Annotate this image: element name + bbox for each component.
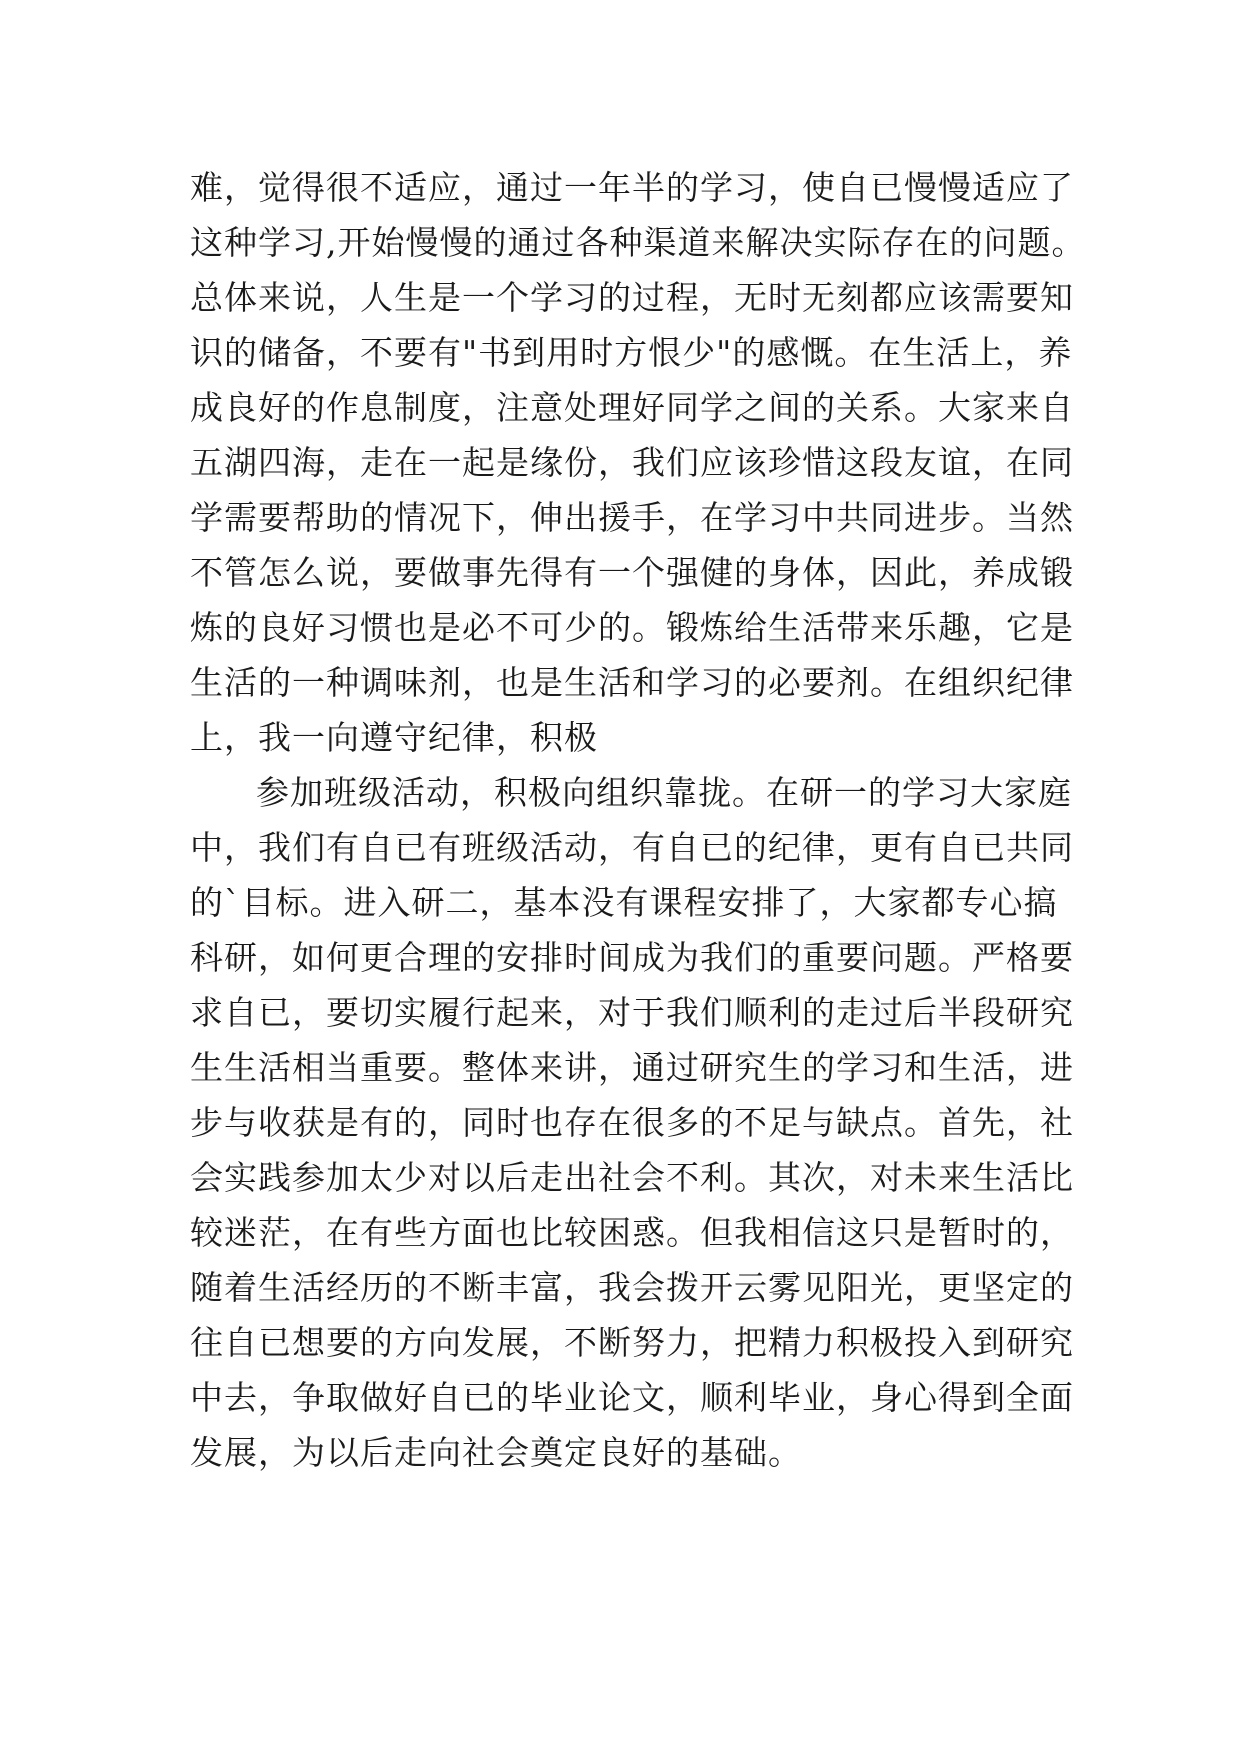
paragraph-start-line: 参加班级活动，积极向组织靠拢。在研一的学习大家庭 <box>256 773 1072 812</box>
text-line: 难，觉得很不适应，通过一年半的学习，使自已慢慢适应了 <box>190 168 1074 207</box>
text-line: 总体来说，人生是一个学习的过程，无时无刻都应该需要知 <box>190 278 1074 317</box>
text-line: 识的储备，不要有"书到用时方恨少"的感慨。在生活上，养 <box>190 333 1073 372</box>
text-line: 生生活相当重要。整体来讲，通过研究生的学习和生活，进 <box>190 1048 1074 1087</box>
text-line: 生活的一种调味剂，也是生活和学习的必要剂。在组织纪律 <box>190 663 1074 702</box>
text-line: 往自已想要的方向发展，不断努力，把精力积极投入到研究 <box>190 1323 1074 1362</box>
text-line: 步与收获是有的，同时也存在很多的不足与缺点。首先，社 <box>190 1103 1074 1142</box>
text-line: 会实践参加太少对以后走出社会不利。其次，对未来生活比 <box>190 1158 1074 1197</box>
body-text <box>190 160 1090 1480</box>
text-line: 成良好的作息制度，注意处理好同学之间的关系。大家来自 <box>190 388 1074 427</box>
text-line: 的`目标。进入研二，基本没有课程安排了，大家都专心搞 <box>190 883 1058 922</box>
text-line: 学需要帮助的情况下，伸出援手，在学习中共同进步。当然 <box>190 498 1074 537</box>
text-line: 求自已，要切实履行起来，对于我们顺利的走过后半段研究 <box>190 993 1074 1032</box>
text-line: 中，我们有自已有班级活动，有自已的纪律，更有自已共同 <box>190 828 1074 867</box>
text-line: 较迷茫，在有些方面也比较困惑。但我相信这只是暂时的， <box>190 1213 1074 1252</box>
text-line: 中去，争取做好自已的毕业论文，顺利毕业，身心得到全面 <box>190 1378 1074 1417</box>
text-line: 这种学习,开始慢慢的通过各种渠道来解决实际存在的问题。 <box>190 223 1086 262</box>
text-line: 五湖四海，走在一起是缘份，我们应该珍惜这段友谊，在同 <box>190 443 1074 482</box>
text-line: 随着生活经历的不断丰富，我会拨开云雾见阳光，更坚定的 <box>190 1268 1074 1307</box>
text-line: 上，我一向遵守纪律，积极 <box>190 718 598 757</box>
text-line: 炼的良好习惯也是必不可少的。锻炼给生活带来乐趣，它是 <box>190 608 1074 647</box>
text-line: 发展，为以后走向社会奠定良好的基础。 <box>190 1433 802 1472</box>
text-line: 科研，如何更合理的安排时间成为我们的重要问题。严格要 <box>190 938 1074 977</box>
text-line: 不管怎么说，要做事先得有一个强健的身体，因此，养成锻 <box>190 553 1074 592</box>
